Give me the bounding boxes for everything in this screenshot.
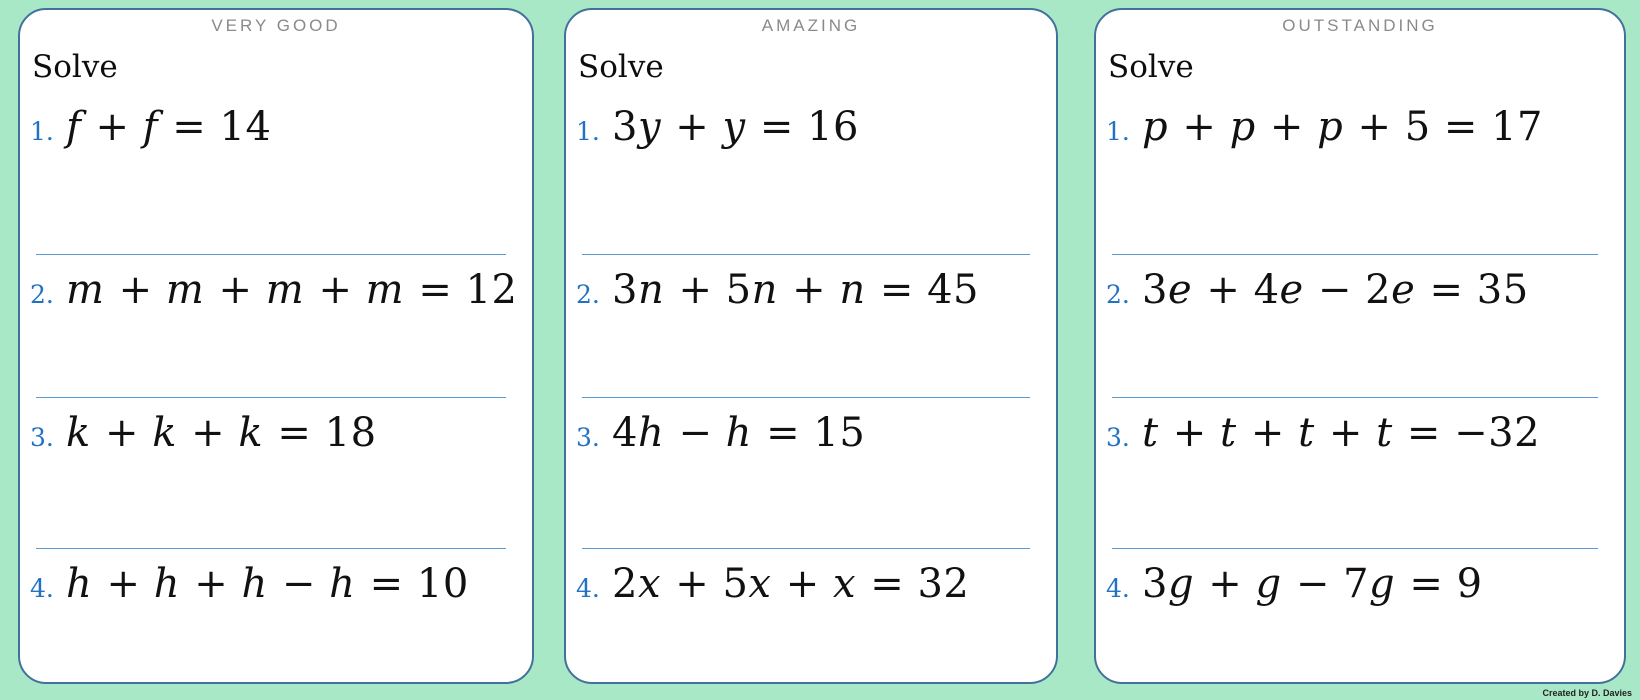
answer-space-line bbox=[582, 397, 1030, 398]
problem-block bbox=[566, 397, 1056, 548]
worksheet-card-very-good bbox=[18, 8, 534, 684]
problem-block bbox=[20, 254, 532, 397]
answer-space-line bbox=[1112, 254, 1598, 255]
answer-space-line bbox=[1112, 397, 1598, 398]
problem-row bbox=[1096, 104, 1624, 150]
problem-row bbox=[20, 104, 532, 150]
problem-block bbox=[1096, 548, 1624, 684]
problem-number: 3. bbox=[30, 423, 54, 452]
answer-space-line bbox=[582, 254, 1030, 255]
problem-row bbox=[1096, 410, 1624, 456]
problem-row bbox=[566, 410, 1056, 456]
problem-equation: 3y + y = 16 bbox=[612, 104, 859, 150]
problem-equation: 3n + 5n + n = 45 bbox=[612, 267, 979, 313]
problem-number: 2. bbox=[1106, 280, 1130, 309]
problem-row bbox=[1096, 561, 1624, 607]
solve-heading: Solve bbox=[32, 49, 118, 85]
problem-block bbox=[566, 548, 1056, 684]
problem-block bbox=[20, 104, 532, 254]
card-title: VERY GOOD bbox=[211, 16, 341, 35]
problem-number: 1. bbox=[576, 117, 600, 146]
problem-block bbox=[1096, 397, 1624, 548]
problem-equation: p + p + p + 5 = 17 bbox=[1142, 104, 1543, 150]
problem-row bbox=[566, 267, 1056, 313]
problem-number: 3. bbox=[1106, 423, 1130, 452]
problem-block bbox=[1096, 104, 1624, 254]
problem-row bbox=[1096, 267, 1624, 313]
problem-equation: 4h − h = 15 bbox=[612, 410, 866, 456]
answer-space-line bbox=[582, 548, 1030, 549]
problem-block bbox=[566, 254, 1056, 397]
problem-equation: 3g + g − 7g = 9 bbox=[1142, 561, 1483, 607]
answer-space-line bbox=[36, 254, 506, 255]
answer-space-line bbox=[1112, 548, 1598, 549]
problem-equation: h + h + h − h = 10 bbox=[66, 561, 469, 607]
solve-heading: Solve bbox=[578, 49, 664, 85]
problem-equation: 3e + 4e − 2e = 35 bbox=[1142, 267, 1529, 313]
problem-row bbox=[20, 561, 532, 607]
problem-number: 4. bbox=[1106, 574, 1130, 603]
problem-block bbox=[20, 548, 532, 684]
credit-text: Created by D. Davies bbox=[1542, 688, 1632, 698]
problem-row bbox=[20, 410, 532, 456]
problem-equation: t + t + t + t = −32 bbox=[1142, 410, 1541, 456]
problem-number: 3. bbox=[576, 423, 600, 452]
worksheet-card-outstanding bbox=[1094, 8, 1626, 684]
problem-list bbox=[566, 104, 1056, 684]
problem-number: 4. bbox=[30, 574, 54, 603]
problem-number: 1. bbox=[30, 117, 54, 146]
problem-number: 1. bbox=[1106, 117, 1130, 146]
problem-row bbox=[566, 104, 1056, 150]
worksheet-card-amazing bbox=[564, 8, 1058, 684]
solve-heading: Solve bbox=[1108, 49, 1194, 85]
problem-equation: m + m + m + m = 12 bbox=[66, 267, 518, 313]
problem-equation: 2x + 5x + x = 32 bbox=[612, 561, 970, 607]
answer-space-line bbox=[36, 397, 506, 398]
problem-list bbox=[20, 104, 532, 684]
problem-row bbox=[566, 561, 1056, 607]
problem-block bbox=[20, 397, 532, 548]
card-title: OUTSTANDING bbox=[1282, 16, 1438, 35]
problem-block bbox=[1096, 254, 1624, 397]
card-title: AMAZING bbox=[761, 16, 861, 35]
problem-row bbox=[20, 267, 532, 313]
problem-list bbox=[1096, 104, 1624, 684]
problem-number: 4. bbox=[576, 574, 600, 603]
problem-number: 2. bbox=[30, 280, 54, 309]
problem-equation: k + k + k = 18 bbox=[66, 410, 377, 456]
problem-block bbox=[566, 104, 1056, 254]
problem-number: 2. bbox=[576, 280, 600, 309]
answer-space-line bbox=[36, 548, 506, 549]
problem-equation: f + f = 14 bbox=[66, 104, 272, 150]
